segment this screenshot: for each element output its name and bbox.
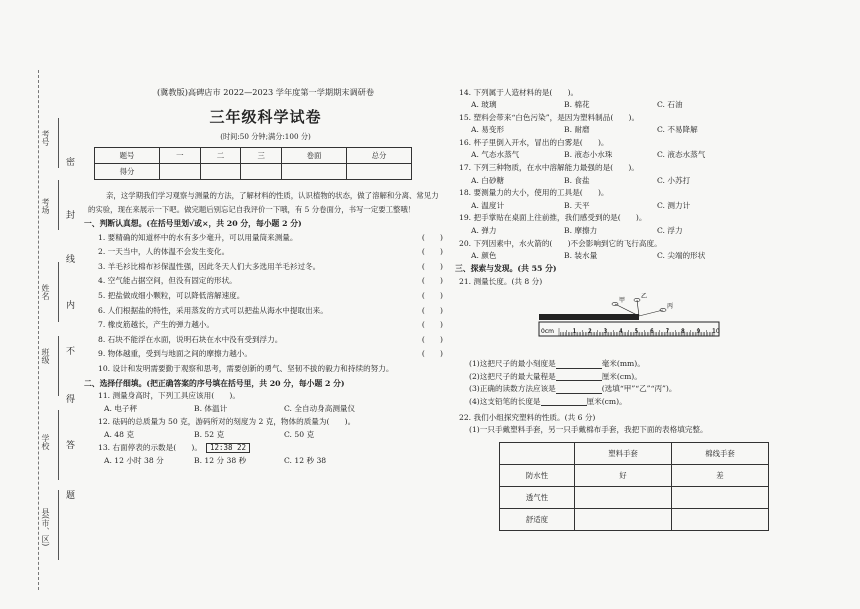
option[interactable]: A. 温度计 [471, 200, 505, 210]
option[interactable]: C. 全自动身高测量仪 [284, 404, 356, 414]
option[interactable]: A. 气态水蒸气 [471, 150, 520, 160]
ruler-figure [537, 292, 722, 352]
seal-char: 得 [66, 395, 76, 405]
answer-paren[interactable]: ( ) [421, 261, 443, 271]
right-column [455, 86, 759, 531]
table-cell[interactable] [574, 487, 671, 509]
judge-item [88, 230, 443, 245]
ruler-number: 3 [603, 327, 608, 335]
option[interactable]: C. 石油 [657, 100, 683, 110]
options-14 [459, 99, 759, 112]
ruler-number: 8 [681, 327, 685, 335]
judge-item [88, 347, 443, 362]
seal-char: 题 [66, 491, 76, 501]
options-18 [459, 199, 759, 212]
option[interactable]: A. 电子秤 [104, 404, 138, 414]
option[interactable]: C. 液态水蒸气 [657, 150, 706, 160]
q21-sub-suffix: 厘米(cm)。 [601, 371, 642, 381]
judge-item-text: 1. 要精确的知道杯中的水有多少毫升，可以用量筒来测量。 [98, 232, 298, 242]
q21-sub-text: (3)正确的读数方法应该是 [469, 384, 556, 394]
option[interactable]: A. 48 克 [104, 430, 134, 440]
seal-char: 线 [66, 255, 76, 265]
question-14: 14. 下列属于人造材料的是( )。 [459, 87, 579, 97]
score-header-cell: 总分 [347, 148, 412, 164]
option[interactable]: C. 测力计 [657, 200, 691, 210]
stopwatch-display: 12:38 22 [206, 443, 250, 453]
section-title-judge: 一、判断认真想。(在括号里划√或×，共 20 分，每小题 2 分) [84, 219, 302, 229]
question-16: 16. 杯子里倒入开水，冒出的白雾是( )。 [459, 137, 609, 147]
option[interactable]: C. 不易降解 [657, 125, 698, 135]
ruler-number: 10 [712, 327, 720, 335]
seal-char: 不 [66, 347, 76, 357]
question-11: 11. 测量身高时，下列工具应该用( )。 [98, 391, 240, 401]
class-label: 班级 [41, 348, 50, 364]
option[interactable]: B. 摩擦力 [564, 226, 598, 236]
section-title-choice: 二、选择仔细填。(把正确答案的序号填在括号里，共 20 分，每小题 2 分) [84, 378, 345, 388]
ruler-number: 2 [588, 327, 592, 335]
q21-sub-question [459, 395, 759, 408]
q21-sub-text: (1)这把尺子的最小刻度是 [469, 359, 556, 369]
question-20: 20. 下列因素中，水火箭的( )不会影响到它的飞行高度。 [459, 238, 662, 248]
option[interactable]: A. 玻璃 [471, 100, 497, 110]
exam-number-label: 考号 [41, 130, 50, 146]
judge-list [88, 230, 443, 375]
score-header-cell: 三 [241, 148, 282, 164]
eye-positions [612, 293, 673, 316]
eye-label: 丙 [667, 302, 674, 310]
question-15: 15. 塑料会带来“白色污染”，是因为塑料制品( )。 [459, 112, 640, 122]
table-row-label: 防水性 [500, 465, 575, 487]
options-12 [88, 428, 443, 441]
options-11 [88, 402, 443, 415]
option[interactable]: B. 耐磨 [564, 125, 590, 135]
q21-sub-suffix: 厘米(cm)。 [586, 396, 627, 406]
question-12: 12. 砝码的总质量为 50 克，游码所对的刻度为 2 克，物体的质量为( )。 [98, 417, 356, 427]
option[interactable]: C. 小苏打 [657, 175, 691, 185]
answer-blank[interactable] [556, 372, 602, 381]
name-label: 姓名 [41, 284, 50, 300]
school-label: 学校 [41, 434, 50, 450]
q21-sub-question [459, 383, 759, 396]
option[interactable]: A. 易变形 [471, 125, 505, 135]
eye-label: 甲 [619, 296, 626, 304]
table-cell[interactable] [574, 509, 671, 531]
score-table [94, 147, 412, 180]
table-cell[interactable]: 差 [671, 465, 768, 487]
option[interactable]: C. 浮力 [657, 226, 683, 236]
option[interactable]: C. 12 秒 38 [284, 456, 327, 466]
eye-label: 乙 [641, 292, 648, 300]
exam-room-label: 考场 [41, 198, 50, 214]
option[interactable]: A. 弹力 [471, 226, 497, 236]
question-19: 19. 把手掌贴在桌面上往前推，我们感受到的是( )。 [459, 213, 647, 223]
county-label: 县(市、区) [41, 508, 50, 547]
score-cell[interactable] [159, 164, 200, 180]
table-header-cell [500, 443, 575, 465]
option[interactable]: A. 12 小时 38 分 [104, 456, 164, 466]
question-21: 21. 测量长度。(共 8 分) [459, 276, 543, 286]
question-18: 18. 要测量力的大小，使用的工具是( )。 [459, 188, 609, 198]
judge-item [88, 289, 443, 304]
judge-item-text: 4. 空气能占据空间，但没有固定的形状。 [98, 276, 237, 286]
answer-paren[interactable]: ( ) [421, 247, 443, 257]
score-cell[interactable] [282, 164, 347, 180]
judge-item [88, 245, 443, 260]
judge-item-text: 2. 一天当中，人的体温不会发生变化。 [98, 247, 230, 257]
answer-blank[interactable] [556, 360, 602, 369]
pencil [539, 314, 639, 320]
options-13 [88, 454, 443, 467]
ruler-unit: 0cm [541, 327, 554, 335]
options-19 [459, 225, 759, 238]
ruler-number: 5 [634, 327, 639, 335]
ruler-number: 6 [650, 327, 654, 335]
judge-item-text: 7. 橡皮筋越长，产生的弹力越小。 [98, 320, 214, 330]
judge-item-text: 9. 物体越重，受到与地面之间的摩擦力越小。 [98, 349, 252, 359]
options-15 [459, 124, 759, 137]
judge-item-text: 10. 设计和发明需要勤于观察和思考，需要创新的勇气、坚韧不拔的毅力和持续的努力。 [98, 363, 394, 373]
judge-item [88, 332, 443, 347]
score-cell[interactable] [241, 164, 282, 180]
option[interactable]: A. 白砂糖 [471, 175, 505, 185]
section-title-explore: 三、探索与发现。(共 55 分) [455, 264, 557, 274]
judge-item-text: 8. 石块不能浮在水面，说明石块在水中没有受到浮力。 [98, 334, 283, 344]
option[interactable]: B. 52 克 [194, 430, 225, 440]
answer-paren[interactable]: ( ) [421, 276, 443, 286]
table-header-cell: 棉线手套 [671, 443, 768, 465]
q21-sub-text: (2)这把尺子的最大量程是 [469, 371, 556, 381]
question-17: 17. 下列三种物质，在水中溶解能力最强的是( )。 [459, 163, 639, 173]
answer-paren[interactable]: ( ) [421, 334, 443, 344]
table-row-label: 舒适度 [500, 509, 575, 531]
answer-paren[interactable]: ( ) [421, 349, 443, 359]
table-header-cell: 塑料手套 [574, 443, 671, 465]
exam-duration: (时间:50 分钟;满分:100 分) [220, 132, 311, 142]
option[interactable]: B. 棉花 [564, 100, 590, 110]
right-choice-list [459, 86, 759, 262]
q21-sub-question [459, 358, 759, 371]
judge-item-text: 5. 把盐做成细小颗粒，可以降低溶解速度。 [98, 291, 245, 301]
question-13 [88, 441, 443, 454]
answer-paren[interactable]: ( ) [421, 291, 443, 301]
ruler-ticks [559, 328, 720, 336]
answer-blank[interactable] [541, 397, 587, 406]
score-header-cell: 卷面 [282, 148, 347, 164]
seal-char: 封 [66, 211, 76, 221]
ruler-number: 9 [696, 327, 701, 335]
judge-item [88, 259, 443, 274]
left-column [84, 87, 443, 467]
answer-blank[interactable] [556, 385, 602, 394]
option[interactable]: B. 天平 [564, 200, 590, 210]
table-cell[interactable] [671, 487, 768, 509]
ruler-diagram [537, 292, 722, 352]
table-cell[interactable] [671, 509, 768, 531]
answer-paren[interactable]: ( ) [421, 305, 443, 315]
judge-item [88, 274, 443, 289]
sight-line [637, 300, 639, 316]
ruler-number: 7 [665, 327, 670, 335]
option[interactable]: C. 50 克 [284, 430, 315, 440]
judge-item [88, 318, 443, 333]
question-13-text: 13. 右面停表的示数是( )。 [98, 443, 202, 453]
q21-items [459, 358, 759, 408]
answer-paren[interactable]: ( ) [421, 232, 443, 242]
judge-item-text: 6. 人们根据盐的特性，采用蒸发的方式可以把盐从海水中提取出来。 [98, 305, 328, 315]
page-title: 三年级科学试卷 [209, 108, 322, 127]
ruler-number: 1 [572, 327, 577, 335]
question-22-sub: (1)一只手戴塑料手套，另一只手戴棉布手套，我把下面的表格填完整。 [469, 425, 708, 435]
score-row-label: 得分 [95, 164, 160, 180]
table-row-label: 透气性 [500, 487, 575, 509]
seal-char: 内 [66, 301, 76, 311]
judge-item-text: 3. 羊毛衫比棉布衫保温性强，因此冬天人们大多选用羊毛衫过冬。 [98, 261, 321, 271]
seal-char: 答 [66, 441, 76, 451]
option[interactable]: A. 颜色 [471, 251, 497, 261]
options-16 [459, 149, 759, 162]
option[interactable]: B. 液态小水珠 [564, 150, 613, 160]
ruler-number: 4 [619, 327, 623, 335]
judge-item [88, 362, 443, 376]
option[interactable]: B. 食盐 [564, 175, 590, 185]
judge-item [88, 303, 443, 318]
option[interactable]: B. 装水量 [564, 251, 598, 261]
option[interactable]: B. 体温计 [194, 404, 228, 414]
question-22: 22. 我们小组探究塑料的性质。(共 6 分) [459, 412, 596, 422]
q21-sub-text: (4)这支铅笔的长度是 [469, 396, 541, 406]
options-17 [459, 174, 759, 187]
score-header-cell: 题号 [95, 148, 160, 164]
score-cell[interactable] [200, 164, 241, 180]
answer-paren[interactable]: ( ) [421, 320, 443, 330]
score-cell[interactable] [347, 164, 412, 180]
glove-comparison-table [499, 442, 769, 531]
q21-sub-question [459, 370, 759, 383]
options-20 [459, 250, 759, 263]
q21-sub-suffix: (选填“甲”“乙”“丙”)。 [601, 384, 677, 394]
table-cell[interactable]: 好 [574, 465, 671, 487]
score-header-cell: 二 [200, 148, 241, 164]
intro-text: 亲，这学期我们学习观察与测量的方法，了解材料的性质，认识植物的状态，做了溶解和分离、常见力的实验，现在来展示一下吧。做完题后别忘记自我评价一下哦，有 5 分卷面分，书写一定要工整哦！ [88, 191, 439, 214]
q21-sub-suffix: 毫米(mm)。 [601, 359, 645, 369]
seal-char: 密 [66, 158, 76, 168]
sight-line [639, 310, 663, 316]
score-header-cell: 一 [159, 148, 200, 164]
option[interactable]: C. 尖端的形状 [657, 251, 706, 261]
exam-header: (冀教版)高碑店市 2022—2023 学年度第一学期期末调研卷 [156, 87, 375, 97]
option[interactable]: B. 12 分 38 秒 [194, 456, 247, 466]
